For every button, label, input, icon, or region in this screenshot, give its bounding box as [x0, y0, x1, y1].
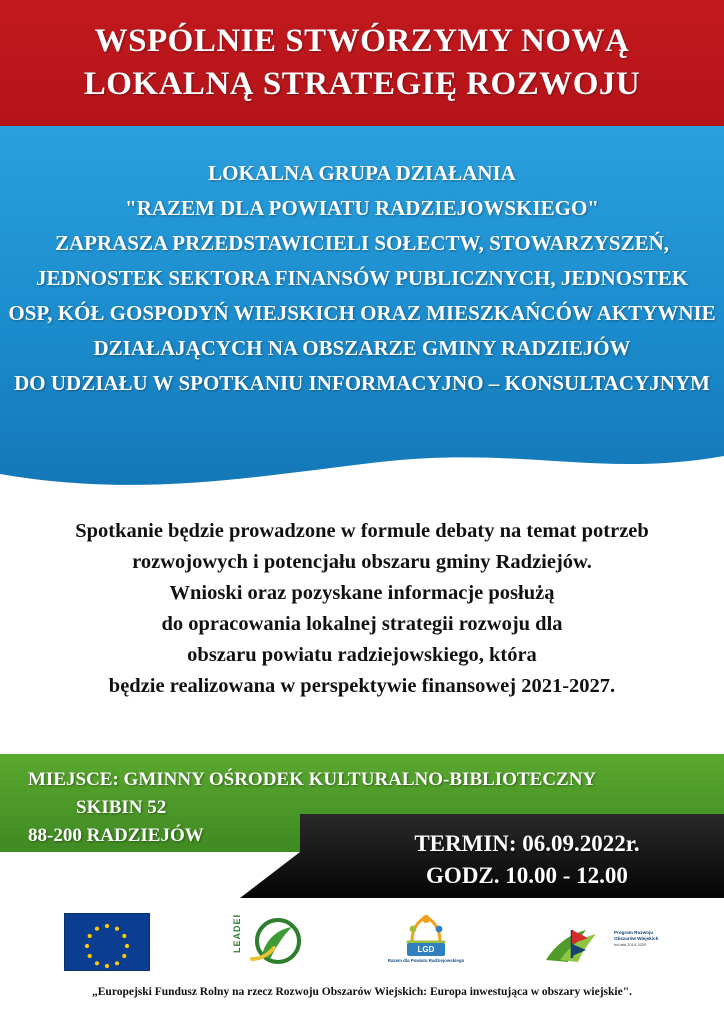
body-line-1: Spotkanie będzie prowadzone w formule debaty na temat potrzeb	[75, 520, 649, 542]
term-line-1: TERMIN: 06.09.2022r.	[414, 831, 640, 856]
body-line-2: rozwojowych i potencjału obszaru gminy Radziejów.	[132, 551, 592, 573]
lgd-caption: Razem dla Powiatu Radziejowskiego	[387, 958, 465, 963]
place-line-3: 88-200 RADZIEJÓW	[28, 825, 204, 846]
prow-label	[614, 930, 660, 949]
page-title-line-2: LOKALNĄ STRATEGIĘ ROZWOJU	[83, 66, 641, 102]
invitation-line-3: ZAPRASZA PRZEDSTAWICIELI SOŁECTW, STOWARZYSZEŃ,	[54, 231, 670, 255]
invitation-line-4: JEDNOSTEK SEKTORA FINANSÓW PUBLICZNYCH, JEDNOSTEK	[35, 266, 689, 290]
invitation-line-7: DO UDZIAŁU W SPOTKANIU INFORMACYJNO – KONSULTACYJNYM	[14, 371, 710, 395]
place-line-1: MIEJSCE: GMINNY OŚRODEK KULTURALNO-BIBLIOTECZNY	[28, 769, 597, 790]
lgd-logo-icon	[382, 913, 470, 971]
lgd-label: LGD	[407, 943, 445, 956]
prow-subtitle: na lata 2014-2020	[614, 942, 647, 948]
body-line-3: Wnioski oraz pozyskane informacje posłużą	[169, 582, 555, 604]
prow-logo-icon	[542, 914, 660, 970]
page-title-line-1: WSPÓLNIE STWÓRZYMY NOWĄ	[94, 23, 630, 59]
prow-title: Program Rozwoju Obszarów Wiejskich	[614, 930, 659, 942]
prow-mark-icon	[542, 914, 614, 970]
invitation-line-5: OSP, KÓŁ GOSPODYŃ WIEJSKICH ORAZ MIESZKAŃCÓW AKTYWNIE	[8, 301, 716, 325]
leader-mark-icon	[222, 915, 310, 969]
invitation-line-2: "RAZEM DLA POWIATU RADZIEJOWSKIEGO"	[125, 196, 599, 220]
term-info	[330, 828, 724, 892]
invitation-line-6: DZIAŁAJĄCYCH NA OBSZARZE GMINY RADZIEJÓW	[93, 336, 631, 360]
page-title	[0, 20, 724, 106]
invitation-text	[0, 156, 724, 401]
details-bands	[0, 752, 724, 900]
leader-logo-icon	[222, 915, 310, 969]
footer-note: „Europejski Fundusz Rolny na rzecz Rozwoju Obszarów Wiejskich: Europa inwestująca w obszary wiejskie".	[92, 986, 632, 998]
body-line-5: obszaru powiatu radziejowskiego, która	[187, 644, 537, 666]
place-line-2: SKIBIN 52	[76, 797, 167, 818]
invitation-line-1: LOKALNA GRUPA DZIAŁANIA	[208, 161, 516, 185]
body-text	[0, 516, 724, 702]
eu-flag-icon	[64, 913, 150, 971]
lgd-mark-icon	[382, 913, 470, 947]
body-line-4: do opracowania lokalnej strategii rozwoju dla	[161, 613, 563, 635]
eu-stars-icon	[65, 914, 149, 970]
logo-row	[0, 906, 724, 978]
term-line-2: GODZ. 10.00 - 12.00	[426, 863, 628, 888]
invitation-section	[0, 126, 724, 498]
svg-text:LEADER: LEADER	[232, 915, 242, 953]
body-line-6: będzie realizowana w perspektywie finansowej 2021-2027.	[108, 675, 616, 697]
